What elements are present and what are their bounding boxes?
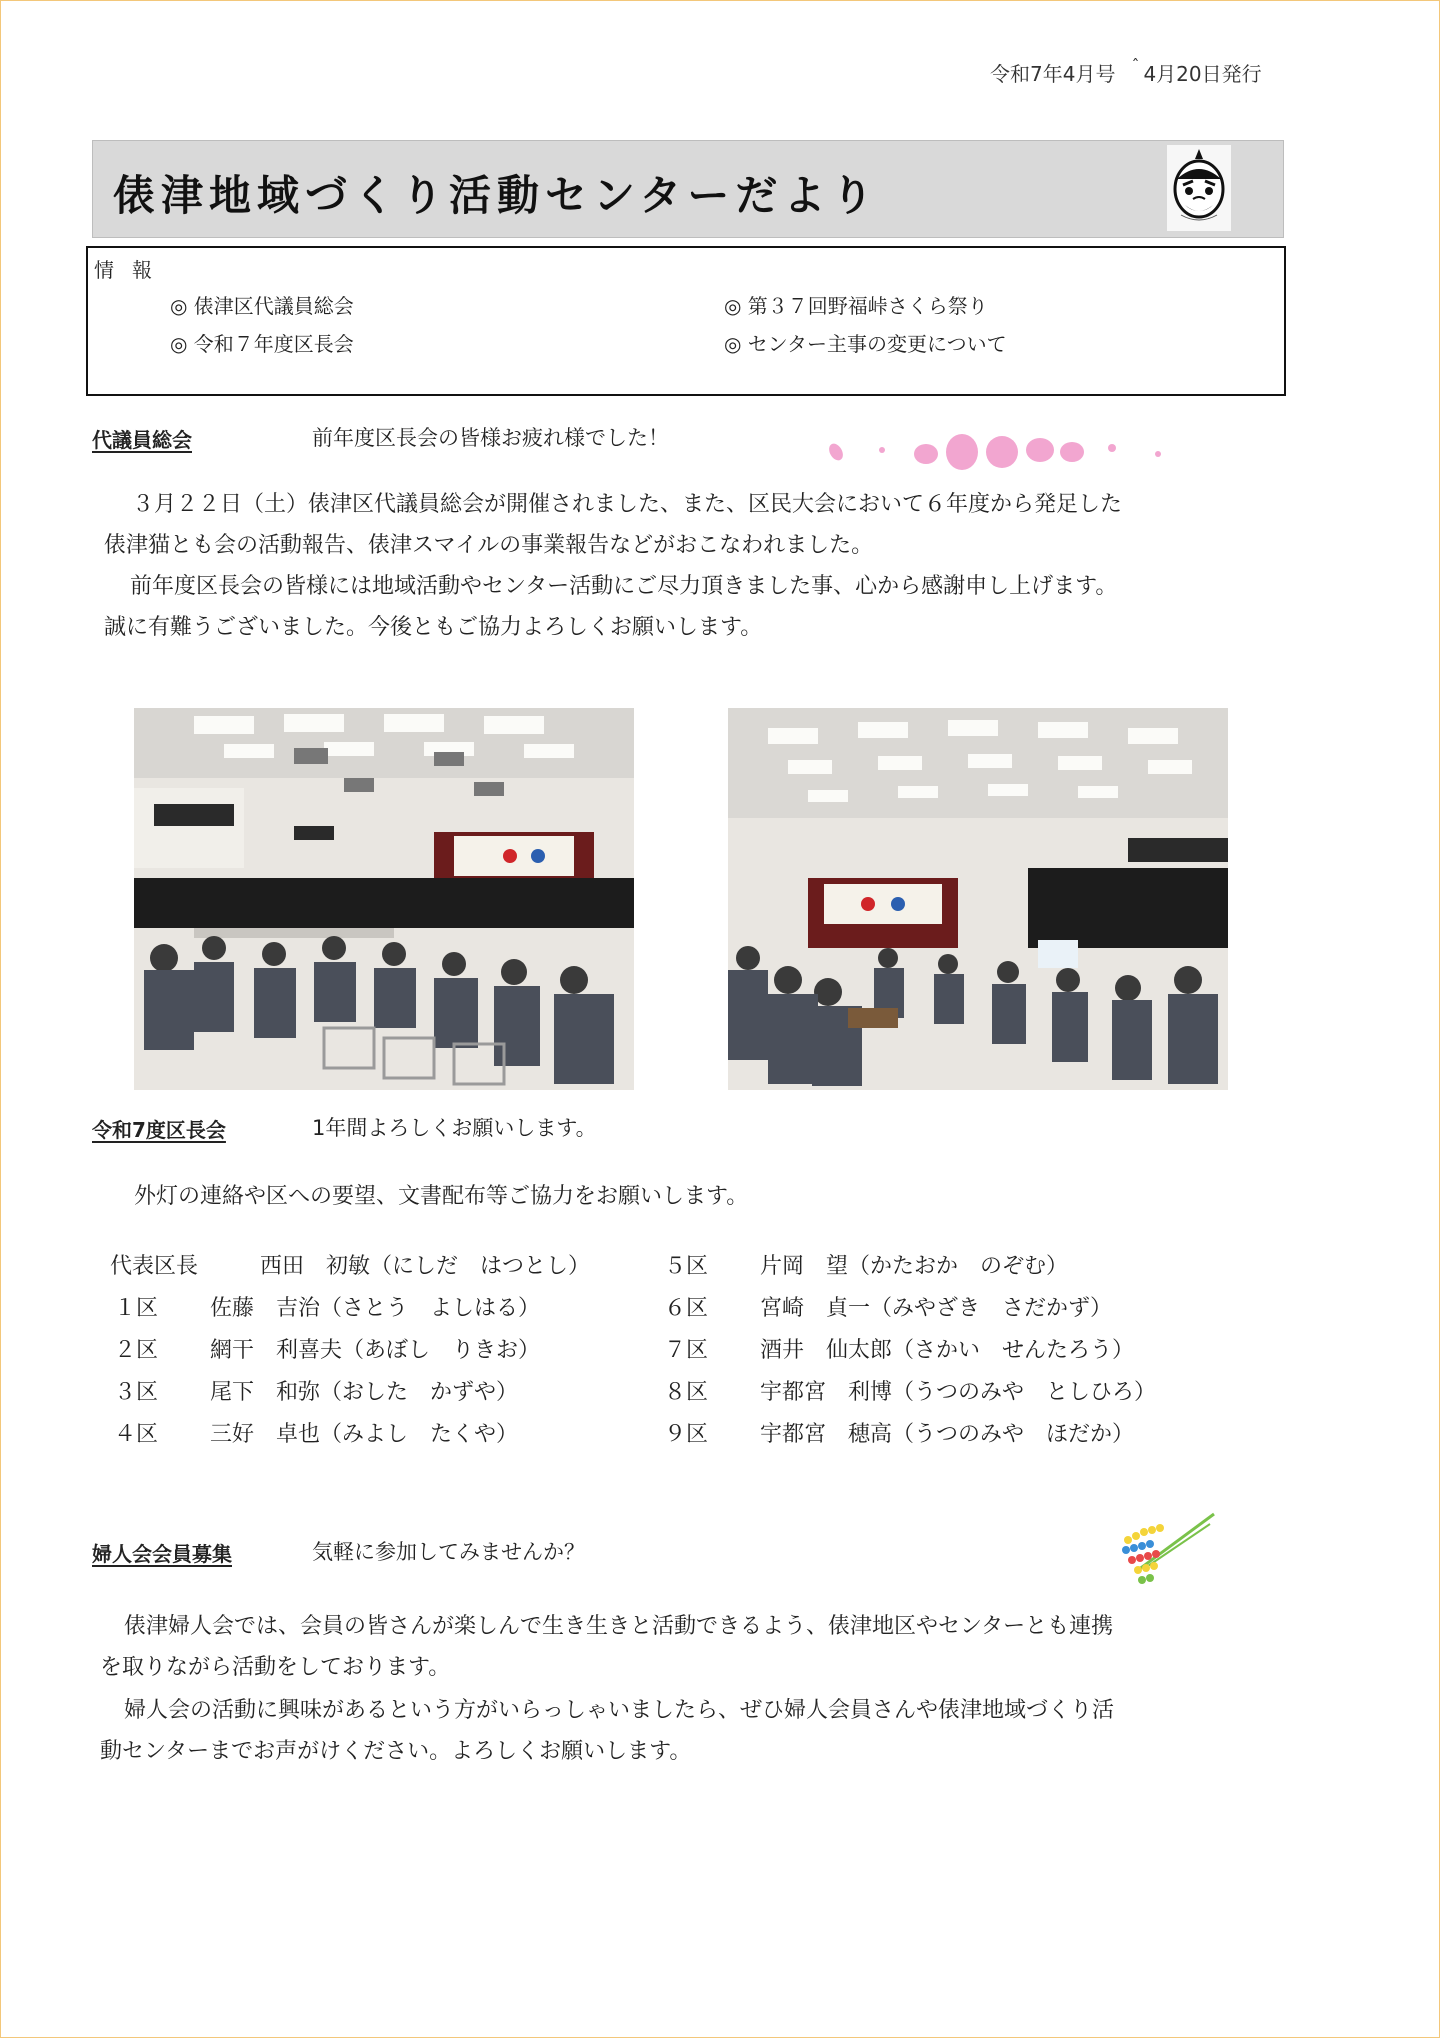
title-banner: [92, 140, 1284, 238]
info-item-sakura: ◎ 第３７回野福峠さくら祭り: [724, 294, 988, 318]
info-item-delegates: ◎ 俵津区代議員総会: [170, 294, 354, 318]
section-council-heading: 令和7度区長会: [92, 1118, 226, 1142]
council-intro: 外灯の連絡や区への要望、文書配布等ご協力をお願いします。: [134, 1184, 749, 1209]
roster-name: 三好 卓也（みよし たくや）: [210, 1422, 519, 1447]
delegates-line-3: 前年度区長会の皆様には地域活動やセンター活動にご尽力頂きました事、心から感謝申し上げます。: [130, 574, 1118, 599]
roster-row: [110, 1288, 630, 1330]
roster-name: 宇都宮 利博（うつのみや としひろ）: [760, 1380, 1157, 1405]
roster-row: [110, 1330, 630, 1372]
roster-district: １区: [114, 1296, 159, 1321]
womens-line-3: 婦人会の活動に興味があるという方がいらっしゃいましたら、ぜひ婦人会員さんや俵津地域づくり活: [124, 1698, 1115, 1723]
roster-row: [110, 1372, 630, 1414]
roster-name: 尾下 和弥（おした かずや）: [210, 1380, 519, 1405]
roster-name: 網干 利喜夫（あぼし りきお）: [210, 1338, 541, 1363]
roster-district: ８区: [664, 1380, 709, 1405]
section-womens-heading: 婦人会会員募集: [92, 1542, 232, 1566]
petals-decoration: [822, 428, 1172, 478]
delegates-line-4: 誠に有難うございました。今後ともご協力よろしくお願いします。: [104, 615, 763, 640]
issue-month: 令和7年4月号: [990, 62, 1116, 86]
roster-row: [664, 1246, 1224, 1288]
roster-name: 佐藤 吉治（さとう よしはる）: [210, 1296, 541, 1321]
section-delegates-subtitle: 前年度区長会の皆様お疲れ様でした！: [312, 426, 669, 450]
meeting-photo-right: [728, 708, 1228, 1090]
issue-info: [990, 58, 1262, 87]
issue-caret: ˆ: [1131, 56, 1140, 75]
roster-left: [110, 1246, 630, 1456]
womens-line-2: を取りながら活動をしております。: [100, 1655, 451, 1680]
roster-row: [110, 1414, 630, 1456]
info-box: [86, 246, 1286, 396]
roster-district: ３区: [114, 1380, 159, 1405]
info-item-council: ◎ 令和７年度区長会: [170, 332, 354, 356]
roster-name: 西田 初敏（にしだ はつとし）: [260, 1254, 591, 1279]
roster-name: 片岡 望（かたおか のぞむ）: [760, 1254, 1069, 1279]
info-heading: 情報: [94, 258, 170, 282]
roster-right: [664, 1246, 1224, 1456]
newsletter-title: 俵津地域づくり活動センターだより: [113, 171, 880, 220]
roster-district: ９区: [664, 1422, 709, 1447]
meeting-photo-left: [134, 708, 634, 1090]
roster-name: 酒井 仙太郎（さかい せんたろう）: [760, 1338, 1135, 1363]
roster-district: ５区: [664, 1254, 709, 1279]
delegates-line-1: ３月２２日（土）俵津区代議員総会が開催されました、また、区民大会において６年度から発足した: [132, 492, 1123, 517]
roster-district: 代表区長: [110, 1254, 199, 1279]
section-council-subtitle: 1年間よろしくお願いします。: [312, 1116, 597, 1140]
delegates-line-2: 俵津猫とも会の活動報告、俵津スマイルの事業報告などがおこなわれました。: [104, 533, 874, 558]
info-item-staff: ◎ センター主事の変更について: [724, 332, 1007, 356]
roster-district: ２区: [114, 1338, 159, 1363]
mascot-illustration: [1167, 145, 1231, 231]
roster-row: [110, 1246, 630, 1288]
roster-row: [664, 1414, 1224, 1456]
womens-line-1: 俵津婦人会では、会員の皆さんが楽しんで生き生きと活動できるよう、俵津地区やセンターとも連携: [124, 1614, 1114, 1639]
roster-row: [664, 1330, 1224, 1372]
section-womens-subtitle: 気軽に参加してみませんか？: [312, 1540, 585, 1564]
roster-row: [664, 1372, 1224, 1414]
roster-row: [664, 1288, 1224, 1330]
womens-line-4: 動センターまでお声がけください。よろしくお願いします。: [100, 1739, 692, 1764]
roster-district: ６区: [664, 1296, 709, 1321]
roster-district: ７区: [664, 1338, 709, 1363]
flower-bouquet-decoration: [1118, 1510, 1218, 1590]
roster-district: ４区: [114, 1422, 159, 1447]
roster-name: 宮崎 貞一（みやざき さだかず）: [760, 1296, 1113, 1321]
section-delegates-heading: 代議員総会: [92, 428, 192, 452]
roster-name: 宇都宮 穂高（うつのみや ほだか）: [760, 1422, 1135, 1447]
issue-date: 4月20日発行: [1143, 62, 1262, 86]
